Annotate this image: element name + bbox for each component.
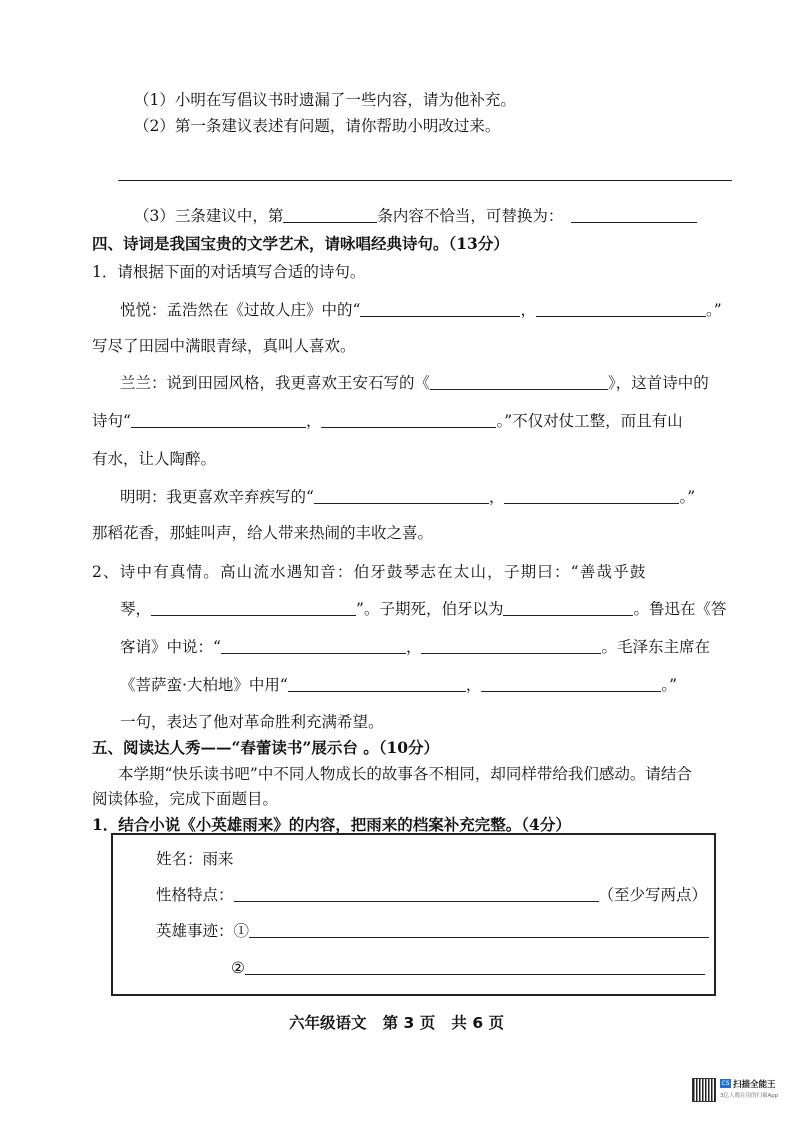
archive-card <box>111 833 716 996</box>
watermark-subtitle: 3亿人都在用的扫描App <box>720 1093 779 1099</box>
section-4-q2-line-4 <box>120 675 677 695</box>
card-trait-label: 性格特点： <box>156 886 234 904</box>
q2-line3-suffix: 。毛泽东主席在 <box>601 638 710 656</box>
section-4-q1-title: 1．请根据下面的对话填写合适的诗句。 <box>92 263 366 281</box>
qr-code-icon <box>692 1078 716 1102</box>
q2-line4-prefix: 《菩萨蛮·大柏地》中用“ <box>120 676 288 694</box>
card-trait-row <box>156 885 707 905</box>
card-deeds-label: 英雄事迹：① <box>156 922 250 940</box>
lanlan-line2-suffix: 。”不仅对仗工整，而且有山 <box>496 412 683 430</box>
q2-line3-prefix: 客诮》中说：“ <box>120 638 221 656</box>
blank-field[interactable] <box>314 488 489 504</box>
blank-field[interactable] <box>421 638 601 654</box>
blank-field[interactable] <box>571 207 697 223</box>
section-4-q2-line-1: 2、诗中有真情。高山流水遇知音：伯牙鼓琴志在太山，子期曰：“善哉乎鼓 <box>92 563 647 581</box>
comma: ， <box>305 412 322 430</box>
question-1-text: （1）小明在写倡议书时遗漏了一些内容，请为他补充。 <box>134 91 516 109</box>
blank-field[interactable] <box>536 301 706 317</box>
blank-field[interactable] <box>283 207 377 223</box>
q2-line2-mid: ”。子期死，伯牙以为 <box>356 600 504 618</box>
section-4-q2-line-3 <box>120 637 710 657</box>
card-trait-note: （至少写两点） <box>598 886 708 904</box>
blank-field[interactable] <box>360 301 520 317</box>
blank-field[interactable] <box>321 412 496 428</box>
section-5-intro-line-1: 本学期“快乐读书吧”中不同人物成长的故事各不相同，却同样带给我们感动。请结合 <box>118 765 692 783</box>
yueyue-prefix: 悦悦：孟浩然在《过故人庄》中的“ <box>120 301 361 319</box>
blank-field[interactable] <box>503 600 633 616</box>
watermark-title: 扫描全能王 <box>733 1080 776 1090</box>
end-quote: 。” <box>705 301 722 319</box>
trait-answer-line[interactable] <box>234 886 599 902</box>
comma: ， <box>465 676 482 694</box>
question-2-text: （2）第一条建议表述有问题，请你帮助小明改过来。 <box>134 117 501 135</box>
card-deed-2-row <box>231 958 705 978</box>
q2-line2-suffix: 。鲁迅在《答 <box>633 600 727 618</box>
section-5-heading: 五、阅读达人秀——“春蕾读书”展示台 。（10分） <box>92 738 440 757</box>
deed-2-marker: ② <box>231 959 245 977</box>
blank-field[interactable] <box>151 600 356 616</box>
section-4-heading: 四、诗词是我国宝贵的文学艺术，请咏唱经典诗句。（13分） <box>92 234 509 253</box>
blank-field[interactable] <box>504 488 679 504</box>
scanner-watermark <box>692 1078 792 1108</box>
section-5-intro-line-2: 阅读体验，完成下面题目。 <box>92 790 279 808</box>
lanlan-line2-prefix: 诗句“ <box>92 412 131 430</box>
question-3-row <box>134 206 697 226</box>
blank-field[interactable] <box>430 374 608 390</box>
comma: ， <box>488 488 505 506</box>
blank-field[interactable] <box>288 676 466 692</box>
section-5-q1: 1．结合小说《小英雄雨来》的内容，把雨来的档案补充完整。（4分） <box>92 815 571 834</box>
answer-line[interactable] <box>118 180 732 181</box>
comma: ， <box>405 638 422 656</box>
q2-line2-prefix: 琴， <box>120 600 152 618</box>
deed-2-answer-line[interactable] <box>245 959 705 975</box>
mingming-row <box>120 487 695 507</box>
lanlan-prefix: 兰兰：说到田园风格，我更喜欢王安石写的《 <box>120 374 431 392</box>
page-footer: 六年级语文 第 3 页 共 6 页 <box>288 1014 505 1032</box>
blank-field[interactable] <box>221 638 406 654</box>
lanlan-row-2 <box>92 411 683 431</box>
section-4-q2-line-5: 一句，表达了他对革命胜利充满希望。 <box>120 713 384 731</box>
lanlan-row <box>120 373 709 393</box>
yueyue-row <box>120 300 722 320</box>
lanlan-continuation: 有水，让人陶醉。 <box>92 450 217 468</box>
section-4-q2-line-2 <box>120 599 726 619</box>
comma: ， <box>520 301 536 319</box>
mingming-suffix: 。” <box>679 488 696 506</box>
question-3-middle: 条内容不恰当，可替换为： <box>377 207 564 225</box>
question-3-prefix: （3）三条建议中，第 <box>134 207 284 225</box>
mingming-prefix: 明明：我更喜欢辛弃疾写的“ <box>120 488 314 506</box>
q2-line4-suffix: 。” <box>661 676 678 694</box>
lanlan-suffix: 》，这首诗中的 <box>608 374 709 392</box>
mingming-continuation: 那稻花香，那蛙叫声，给人带来热闹的丰收之喜。 <box>92 524 434 542</box>
deed-1-answer-line[interactable] <box>249 922 709 938</box>
blank-field[interactable] <box>481 676 661 692</box>
blank-field[interactable] <box>131 412 306 428</box>
card-name-label: 姓名：雨来 <box>156 850 234 868</box>
app-badge-icon: CS <box>721 1080 730 1087</box>
card-deeds-row <box>156 921 709 941</box>
yueyue-continuation: 写尽了田园中满眼青绿，真叫人喜欢。 <box>92 337 356 355</box>
